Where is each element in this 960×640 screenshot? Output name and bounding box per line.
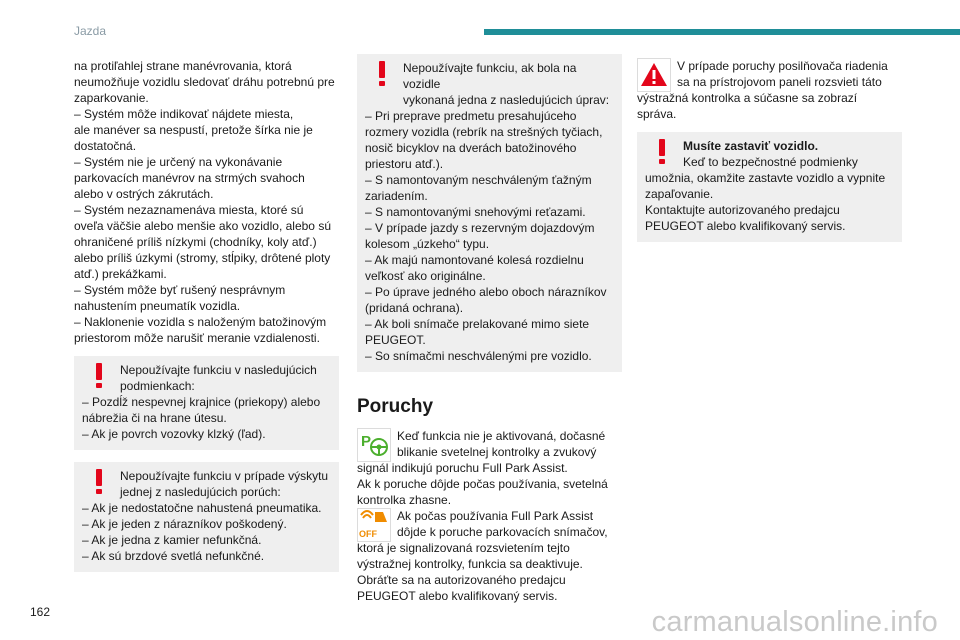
text-line: Obráťte sa na autorizovaného predajcu <box>357 573 566 587</box>
fault-item <box>357 428 622 460</box>
text-line: – Ak sú brzdové svetlá nefunkčné. <box>82 549 265 563</box>
intro-head-line: sa na prístrojovom paneli rozsvieti táto <box>677 75 882 89</box>
text-line: dostatočná. <box>74 139 137 153</box>
page-number: 162 <box>30 605 51 619</box>
exclamation-icon <box>94 362 104 392</box>
text-line: PEUGEOT. <box>365 333 426 347</box>
text-line: – Naklonenie vozidla s naloženým batožinovým <box>74 315 327 329</box>
text-line: PEUGEOT alebo kvalifikovaný servis. <box>357 589 558 603</box>
fault-head-line: dôjde k poruche parkovacích snímačov, <box>397 525 608 539</box>
warning-head <box>82 468 331 500</box>
off-label: OFF <box>359 529 377 539</box>
warning-head-line: Keď to bezpečnostné podmienky <box>683 155 858 169</box>
text-line: – Ak je nedostatočne nahustená pneumatika. <box>82 501 322 515</box>
text-line: kontrolka zhasne. <box>357 493 452 507</box>
text-line: oveľa väčšie alebo menšie ako vozidlo, alebo sú <box>74 219 331 233</box>
text-line: na protiľahlej strane manévrovania, ktorá <box>74 59 292 73</box>
text-line: priestoru atď.). <box>365 157 444 171</box>
exclamation-icon <box>94 468 104 498</box>
text-line: – Ak je jedna z kamier nefunkčná. <box>82 533 262 547</box>
column-2 <box>357 54 622 604</box>
warning-head <box>82 362 331 394</box>
parking-sensor-off-icon <box>357 508 391 542</box>
text-line: atď.) prekážkami. <box>74 267 167 281</box>
fault-head-line: Keď funkcia nie je aktivovaná, dočasné <box>397 429 606 443</box>
text-line: – Ak boli snímače prelakované mimo siete <box>365 317 590 331</box>
text-line: nahustením pneumatík vozidla. <box>74 299 241 313</box>
text-line: – Po úprave jedného alebo oboch nárazníkov <box>365 285 607 299</box>
text-line: – S namontovanými snehovými reťazami. <box>365 205 586 219</box>
warning-box <box>74 356 339 450</box>
svg-text:P: P <box>361 433 372 450</box>
text-line: Kontaktujte autorizovaného predajcu <box>645 203 840 217</box>
warning-box <box>74 462 339 572</box>
warning-head-line: jednej z nasledujúcich porúch: <box>120 485 281 499</box>
chapter-title: Jazda <box>74 24 107 38</box>
exclamation-icon <box>657 138 667 168</box>
text-line: – S namontovaným neschváleným ťažným <box>365 173 592 187</box>
text-line: – Systém môže byť rušený nesprávnym <box>74 283 286 297</box>
text-line: signál indikujú poruchu Full Park Assist. <box>357 461 568 475</box>
text-line: priestorom môže narušiť meranie vzdialenosti. <box>74 331 320 345</box>
text-line: – V prípade jazdy s rezervným dojazdovým <box>365 221 595 235</box>
text-line: Ak k poruche dôjde počas používania, svetelná <box>357 477 608 491</box>
intro-head-line: V prípade poruchy posilňovača riadenia <box>677 59 888 73</box>
section-title: Poruchy <box>357 396 434 417</box>
column-1 <box>74 58 339 572</box>
warning-triangle-icon <box>637 58 671 92</box>
text-line: neumožňuje vozidlu sledovať dráhu potrebnú pre <box>74 75 335 89</box>
warning-head-line: vykonaná jedna z nasledujúcich úprav: <box>403 93 610 107</box>
text-line: zapaľovanie. <box>645 187 714 201</box>
warning-head-bold: Musíte zastaviť vozidlo. <box>683 139 819 153</box>
warning-head-line: podmienkach: <box>120 379 195 393</box>
text-line: výstražnej kontrolky, funkcia sa deaktivuje. <box>357 557 583 571</box>
column-3 <box>637 58 902 242</box>
exclamation-icon <box>377 60 387 90</box>
warning-box <box>357 54 622 372</box>
warning-head <box>365 60 614 108</box>
watermark: carmanualsonline.info <box>651 606 938 638</box>
steering-fault-intro <box>637 58 902 90</box>
fault-item <box>357 508 622 540</box>
text-line: – Pozdĺž nespevnej krajnice (priekopy) alebo <box>82 395 321 409</box>
text-line: – Ak je jeden z nárazníkov poškodený. <box>82 517 287 531</box>
fault-head-line: blikanie svetelnej kontrolky a zvukový <box>397 445 597 459</box>
col1-text <box>74 58 339 346</box>
text-line: (pridaná ochrana). <box>365 301 464 315</box>
text-line: ktorá je signalizovaná rozsvietením tejto <box>357 541 570 555</box>
text-line: – Ak majú namontované kolesá rozdielnu <box>365 253 584 267</box>
text-line: správa. <box>637 107 677 121</box>
text-line: – Systém nezaznamenáva miesta, ktoré sú <box>74 203 304 217</box>
text-line: PEUGEOT alebo kvalifikovaný servis. <box>645 219 846 233</box>
text-line: nosič bicyklov na dverách batožinového <box>365 141 577 155</box>
header-accent-bar <box>484 29 960 35</box>
text-line: zariadením. <box>365 189 428 203</box>
text-line: alebo v ostrých zákrutách. <box>74 187 214 201</box>
text-line: parkovacích manévrov na strmých svahoch <box>74 171 305 185</box>
text-line: výstražná kontrolka a súčasne sa zobrazí <box>637 91 858 105</box>
text-line: rozmery vozidla (rebrík na strešných tyčiach, <box>365 125 603 139</box>
text-line: – Systém môže indikovať nájdete miesta, <box>74 107 294 121</box>
text-line: – So snímačmi neschválenými pre vozidlo. <box>365 349 592 363</box>
warning-head <box>645 138 894 170</box>
text-line: zaparkovanie. <box>74 91 149 105</box>
warning-box <box>637 132 902 242</box>
warning-head-line: Nepoužívajte funkciu, ak bola na vozidle <box>403 61 577 91</box>
warning-head-line: Nepoužívajte funkciu v nasledujúcich <box>120 363 317 377</box>
text-line: alebo príliš úzkymi (stromy, stĺpiky, drôtené ploty <box>74 251 331 265</box>
text-line: ale manéver sa nespustí, pretože šírka nie je <box>74 123 313 137</box>
text-line: nábrežia či na hrane útesu. <box>82 411 227 425</box>
text-line: veľkosť ako originálne. <box>365 269 486 283</box>
warning-head-line: Nepoužívajte funkciu v prípade výskytu <box>120 469 329 483</box>
text-line: – Systém nie je určený na vykonávanie <box>74 155 283 169</box>
text-line: – Ak je povrch vozovky klzký (ľad). <box>82 427 266 441</box>
fault-head-line: Ak počas používania Full Park Assist <box>397 509 594 523</box>
text-line: umožnia, okamžite zastavte vozidlo a vypnite <box>645 171 886 185</box>
text-line: – Pri preprave predmetu presahujúceho <box>365 109 577 123</box>
text-line: ohraničené príliš nízkymi (chodníky, koly atď.) <box>74 235 317 249</box>
park-assist-fault-icon <box>357 428 391 462</box>
text-line: kolesom „úzkeho“ typu. <box>365 237 490 251</box>
